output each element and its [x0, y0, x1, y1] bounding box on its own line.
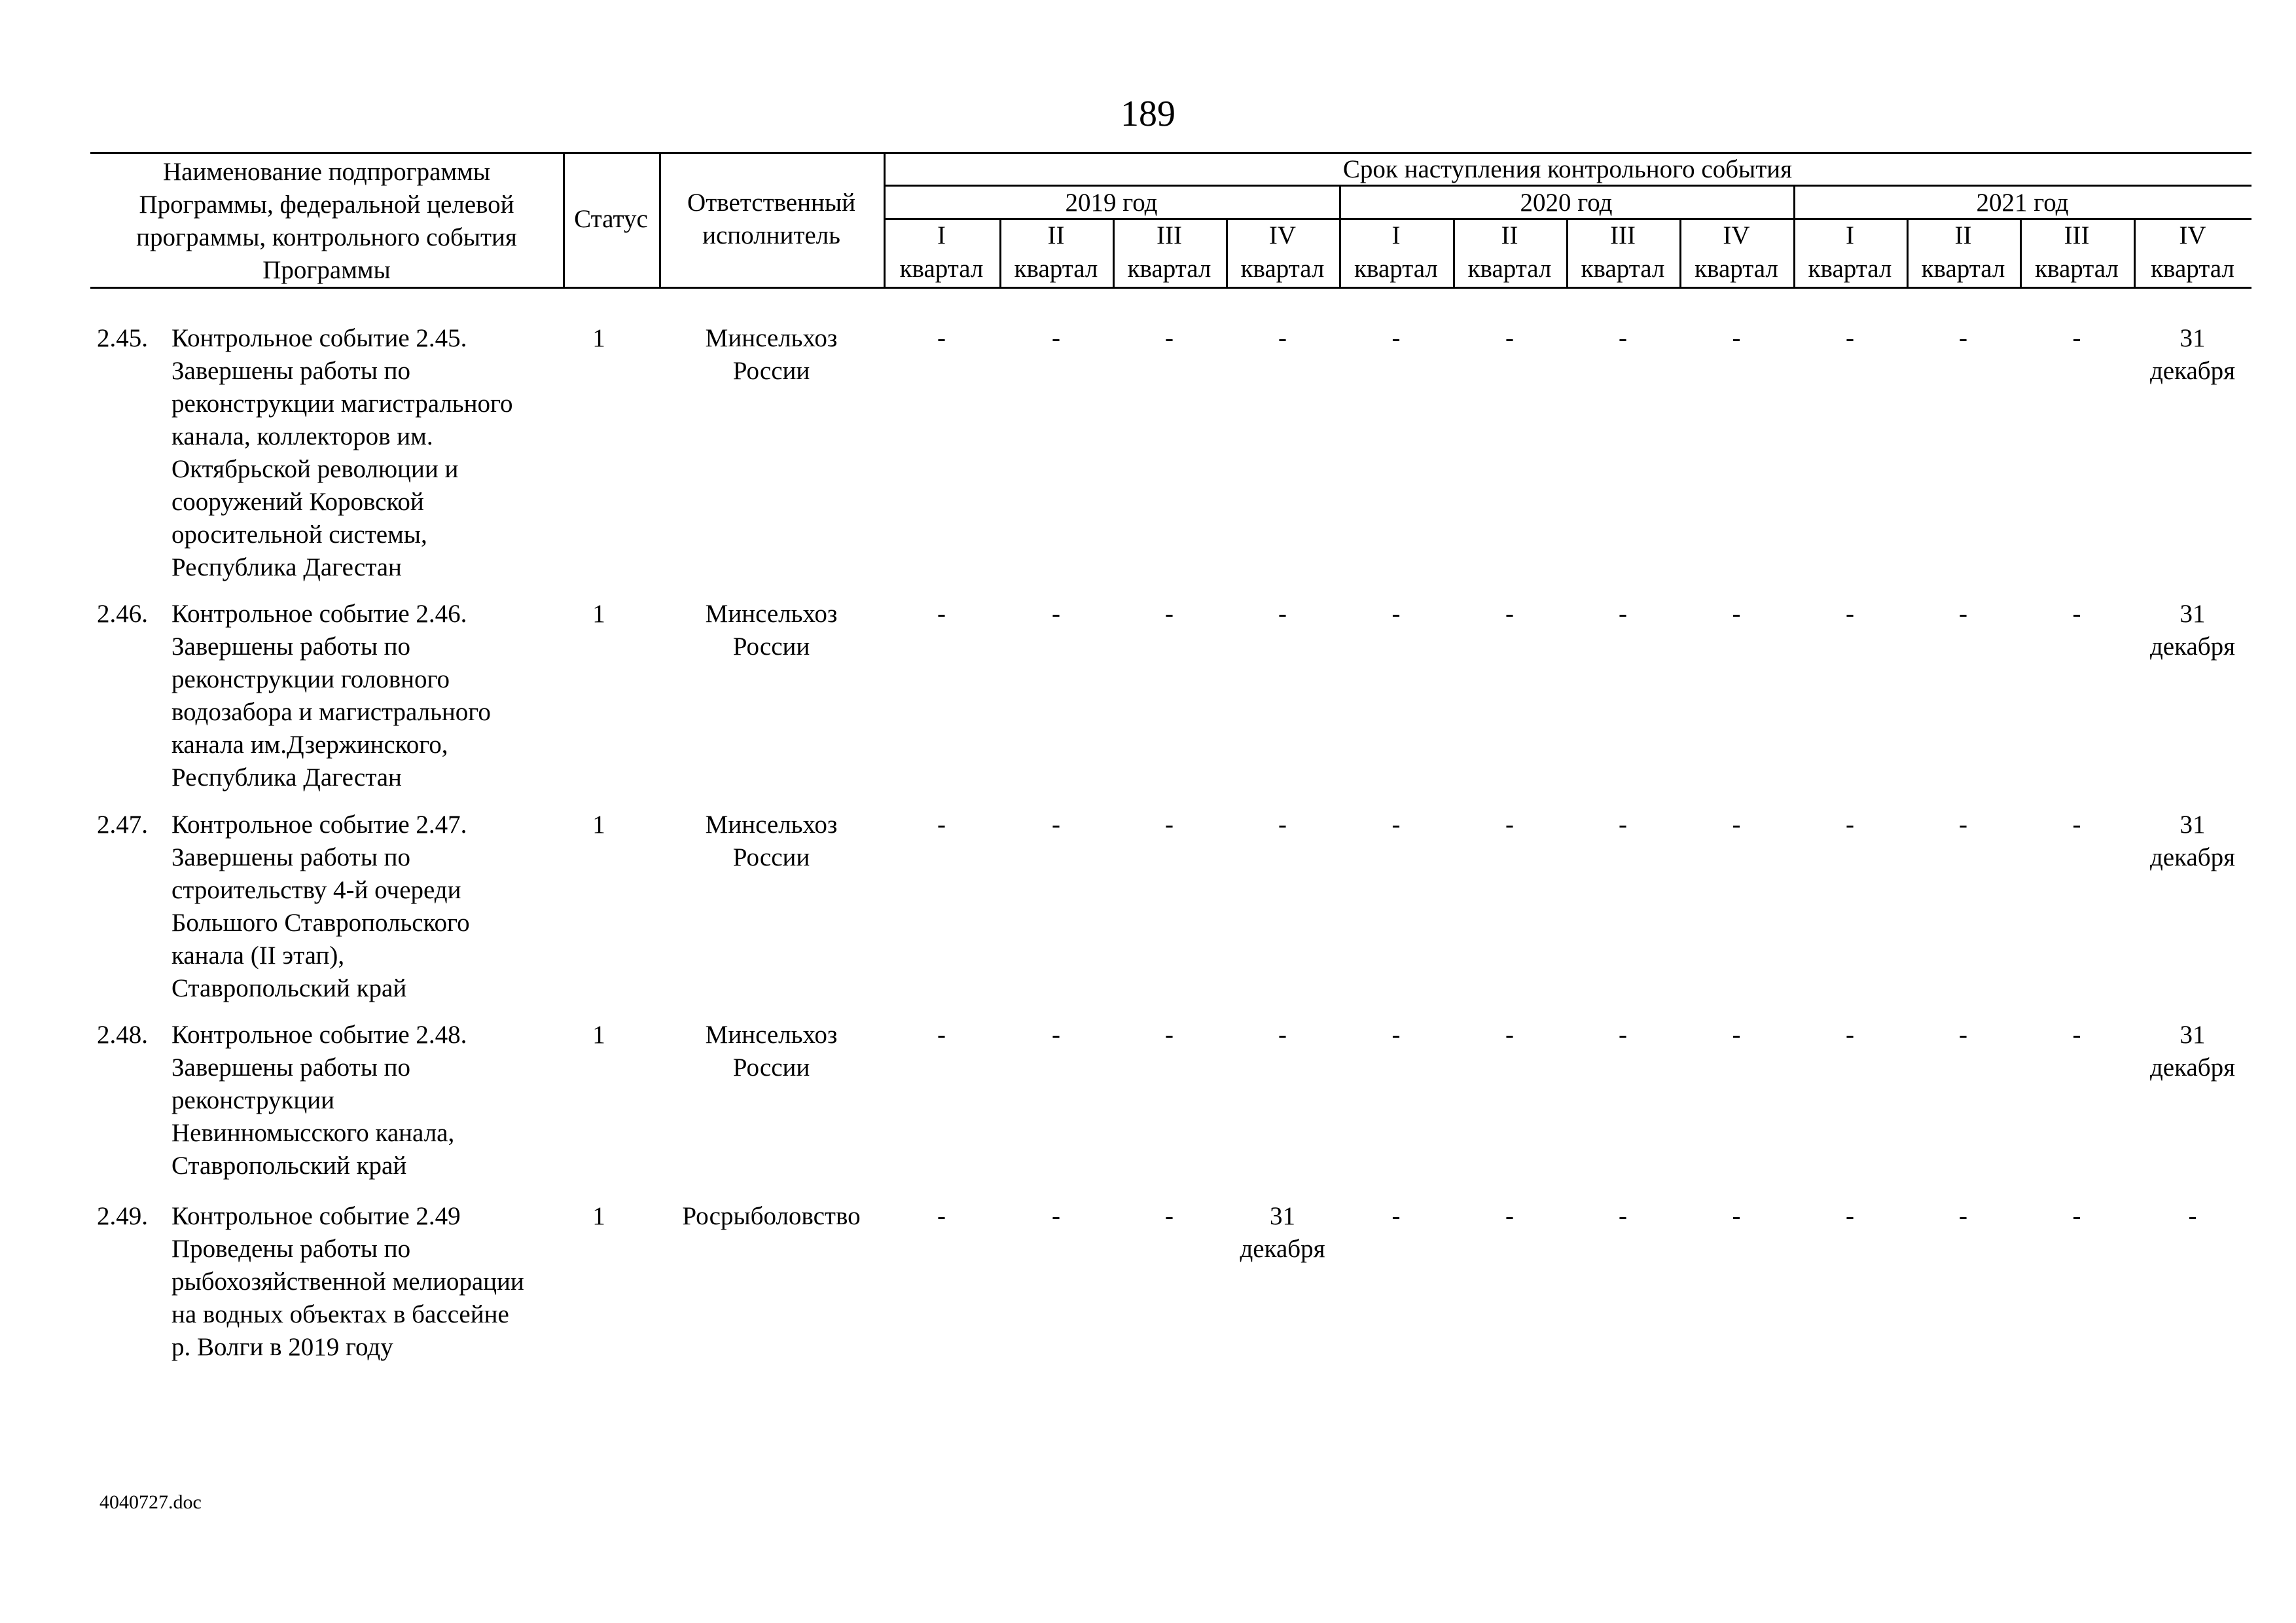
quarter-value: -	[1165, 811, 1174, 839]
control-event-title: Контрольное событие 2.48. Завершены работы по реконструкции Невинномысского канала, Ставропольский край	[171, 1021, 467, 1180]
header-quarter-word: квартал	[2151, 255, 2234, 283]
document-filename: 4040727.doc	[99, 1491, 202, 1513]
header-quarter-numeral: III	[2064, 221, 2090, 249]
header-status-column: Статус	[574, 205, 648, 233]
quarter-value: -	[1052, 811, 1060, 839]
quarter-value: -	[1391, 1202, 1401, 1230]
header-quarter-word: квартал	[1808, 255, 1892, 283]
quarter-value: -	[1846, 811, 1854, 839]
quarter-value: -	[1165, 1021, 1174, 1049]
quarter-value: -	[1959, 811, 1967, 839]
quarter-value: -	[937, 811, 946, 839]
quarter-value: -	[937, 600, 946, 628]
quarter-value: -	[2072, 1202, 2081, 1230]
quarter-value: -	[1052, 1202, 1060, 1230]
control-event-title: Контрольное событие 2.47. Завершены работы по строительству 4-й очереди Большого Ставропольского канала (II этап), Ставропольский край	[171, 811, 470, 1002]
header-quarter-word: квартал	[1127, 255, 1211, 283]
quarter-value: -	[2072, 324, 2081, 352]
quarter-value: -	[1959, 1021, 1967, 1049]
quarter-value: -	[1732, 600, 1741, 628]
quarter-value: -	[1959, 1202, 1967, 1230]
row-number: 2.48.	[97, 1021, 148, 1049]
quarter-value: -	[1278, 600, 1287, 628]
header-quarter-numeral: I	[1391, 221, 1401, 249]
header-quarter-numeral: III	[1610, 221, 1636, 249]
quarter-value: -	[937, 324, 946, 352]
header-quarter-numeral: IV	[2179, 221, 2206, 249]
row-status: 1	[592, 324, 605, 352]
quarter-value: -	[1052, 600, 1060, 628]
quarter-value: -	[1959, 600, 1967, 628]
row-status: 1	[592, 1021, 605, 1049]
header-quarter-word: квартал	[1354, 255, 1438, 283]
header-quarter-word: квартал	[1467, 255, 1552, 283]
quarter-value: -	[1619, 811, 1627, 839]
quarter-value: -	[1278, 324, 1287, 352]
quarter-value: -	[2072, 1021, 2081, 1049]
quarter-value: -	[1052, 1021, 1060, 1049]
quarter-value: -	[1846, 324, 1854, 352]
header-quarter-word: квартал	[899, 255, 984, 283]
row-number: 2.45.	[97, 324, 148, 352]
header-quarter-numeral: I	[1846, 221, 1854, 249]
quarter-value: 31 декабря	[2149, 811, 2236, 871]
quarter-value: -	[1391, 600, 1401, 628]
header-year-2019: 2019 год	[1065, 189, 1158, 217]
header-quarter-numeral: III	[1157, 221, 1182, 249]
header-quarter-word: квартал	[2035, 255, 2119, 283]
row-responsible: Росрыболовство	[682, 1202, 861, 1230]
quarter-value: -	[1959, 324, 1967, 352]
header-quarter-numeral: IV	[1268, 221, 1297, 249]
header-quarter-word: квартал	[1240, 255, 1325, 283]
quarter-value: -	[2188, 1202, 2197, 1230]
quarter-value: -	[1391, 811, 1401, 839]
control-event-title: Контрольное событие 2.45. Завершены работы по реконструкции магистрального канала, коллекторов им. Октябрьской революции и сооружений Коровской оросительной системы, Республика Дагестан	[171, 324, 513, 581]
quarter-value: -	[1165, 1202, 1174, 1230]
header-quarter-numeral: II	[1954, 221, 1972, 249]
row-responsible: Минсельхоз России	[705, 811, 838, 871]
row-responsible: Минсельхоз России	[705, 600, 838, 661]
quarter-value: -	[2072, 811, 2081, 839]
header-quarter-word: квартал	[1921, 255, 2005, 283]
row-responsible: Минсельхоз России	[705, 324, 838, 385]
quarter-value: -	[1505, 811, 1514, 839]
quarter-value: -	[1846, 1021, 1854, 1049]
row-status: 1	[592, 811, 605, 839]
header-year-2021: 2021 год	[1976, 189, 2069, 217]
header-quarter-numeral: II	[1047, 221, 1065, 249]
quarter-value: -	[1732, 811, 1741, 839]
quarter-value: 31 декабря	[2149, 1021, 2236, 1082]
quarter-value: -	[1052, 324, 1060, 352]
quarter-value: -	[1619, 600, 1627, 628]
header-quarter-word: квартал	[1695, 255, 1778, 283]
quarter-value: -	[937, 1202, 946, 1230]
quarter-value: -	[1278, 1021, 1287, 1049]
row-status: 1	[592, 1202, 605, 1230]
quarter-value: -	[1846, 1202, 1854, 1230]
header-name-column: Наименование подпрограммы Программы, федеральной целевой программы, контрольного события Программы	[136, 158, 517, 284]
quarter-value: 31 декабря	[2149, 600, 2236, 661]
control-event-title: Контрольное событие 2.46. Завершены работы по реконструкции головного водозабора и магистрального канала им.Дзержинского, Республика Дагестан	[171, 600, 491, 792]
header-year-2020: 2020 год	[1520, 189, 1613, 217]
header-quarter-word: квартал	[1581, 255, 1665, 283]
quarter-value: -	[1165, 600, 1174, 628]
header-quarter-numeral: IV	[1723, 221, 1750, 249]
quarter-value: -	[1278, 811, 1287, 839]
quarter-value: -	[1619, 1202, 1627, 1230]
header-deadline-title: Срок наступления контрольного события	[1342, 155, 1793, 183]
quarter-value: 31 декабря	[1240, 1202, 1325, 1263]
quarter-value: -	[1391, 324, 1401, 352]
quarter-value: -	[1391, 1021, 1401, 1049]
quarter-value: -	[1619, 1021, 1627, 1049]
control-event-title: Контрольное событие 2.49 Проведены работы по рыбохозяйственной мелиорации на водных объектах в бассейне р. Волги в 2019 году	[171, 1202, 524, 1361]
row-number: 2.46.	[97, 600, 148, 628]
quarter-value: -	[2072, 600, 2081, 628]
header-quarter-word: квартал	[1014, 255, 1098, 283]
page-number: 189	[1121, 94, 1175, 134]
quarter-value: -	[1505, 1021, 1514, 1049]
quarter-value: -	[937, 1021, 946, 1049]
quarter-value: -	[1619, 324, 1627, 352]
quarter-value: -	[1846, 600, 1854, 628]
header-quarter-numeral: II	[1501, 221, 1518, 249]
header-responsible-column: Ответственный исполнитель	[687, 189, 855, 249]
quarter-value: -	[1732, 324, 1741, 352]
row-number: 2.47.	[97, 811, 148, 839]
quarter-value: 31 декабря	[2149, 324, 2236, 385]
quarter-value: -	[1505, 600, 1514, 628]
quarter-value: -	[1732, 1202, 1741, 1230]
row-status: 1	[592, 600, 605, 628]
row-responsible: Минсельхоз России	[705, 1021, 838, 1082]
quarter-value: -	[1505, 1202, 1514, 1230]
quarter-value: -	[1732, 1021, 1741, 1049]
row-number: 2.49.	[97, 1202, 148, 1230]
quarter-value: -	[1505, 324, 1514, 352]
header-bottom-rule	[90, 287, 2251, 289]
header-quarter-numeral: I	[937, 221, 946, 249]
quarter-value: -	[1165, 324, 1174, 352]
